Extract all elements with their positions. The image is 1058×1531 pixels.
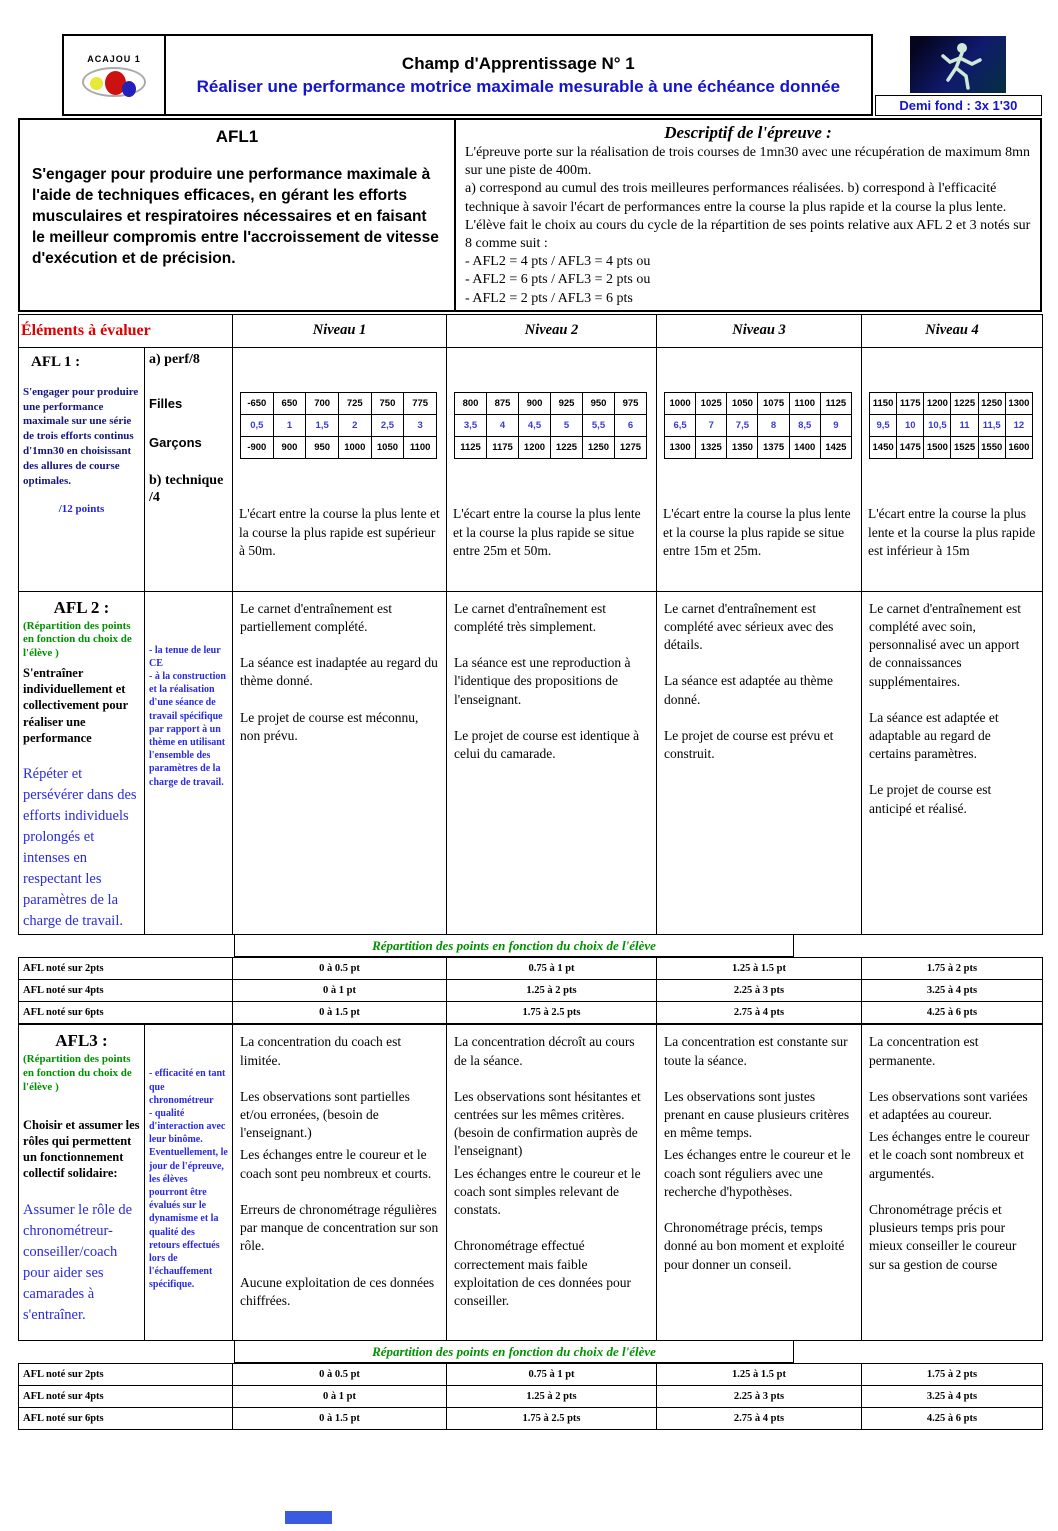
points-values-row — [455, 414, 647, 436]
descriptif-paragraph: L'élève fait le choix au cours du cycle de la répartition de ses points relative aux AFL 2 et 3 notés sur 8 comme suit : — [465, 217, 1031, 251]
afl2-n3-paragraph: La séance est adaptée au thème donné. — [664, 673, 834, 707]
repartition-table-2 — [18, 1363, 1043, 1430]
rep-value: 0 à 0.5 pt — [233, 958, 447, 980]
afl3-n4-paragraph: La concentration est permanente. — [869, 1034, 979, 1068]
perf-value: 1250 — [583, 436, 615, 458]
afl1-level4-cell — [862, 347, 1043, 591]
filles-label: Filles — [149, 395, 183, 411]
criteria-perf-label: a) perf/8 — [149, 351, 200, 367]
level-2-header: Niveau 2 — [447, 314, 657, 347]
perf-value: 950 — [583, 392, 615, 414]
afl3-n3-paragraph: Chronométrage précis, temps donné au bon moment et exploité pour donner un conseil. — [664, 1220, 845, 1272]
perf-value: 700 — [306, 392, 339, 414]
points-value: 10,5 — [924, 414, 951, 436]
afl2-n4-paragraph: Le carnet d'entraînement est complété avec soin, personnalisé avec un apport de connaissances supplémentaires. — [869, 600, 1021, 689]
afl1-level3-cell — [657, 347, 862, 591]
rep-row-label: AFL noté sur 2pts — [19, 1364, 233, 1386]
points-value: 8 — [758, 414, 789, 436]
afl3-criteria-cell — [145, 1025, 233, 1341]
runner-image — [910, 36, 1006, 93]
afl2-level2-cell — [447, 591, 657, 935]
rep-value: 0 à 1 pt — [233, 980, 447, 1002]
repartition-table-1 — [18, 957, 1043, 1024]
perf-value: 1225 — [551, 436, 583, 458]
repartition-row — [19, 980, 1043, 1002]
afl3-n4-paragraph: Les observations sont variées et adaptées au coureur. — [869, 1088, 1028, 1122]
perf-value: 975 — [615, 392, 647, 414]
level-3-header: Niveau 3 — [657, 314, 862, 347]
perf-value: 1425 — [820, 436, 851, 458]
afl2-n1-paragraph: Le carnet d'entraînement est partiellement complété. — [240, 600, 392, 634]
perf-value: 1500 — [924, 436, 951, 458]
logo-cell — [63, 35, 165, 115]
rep-value: 0 à 1.5 pt — [233, 1408, 447, 1430]
perf-value: 1450 — [870, 436, 897, 458]
perf-value: 725 — [338, 392, 371, 414]
rep-value: 3.25 à 4 pts — [862, 980, 1043, 1002]
garcons-values-row — [241, 436, 437, 458]
rep-row-label: AFL noté sur 2pts — [19, 958, 233, 980]
points-value: 3 — [404, 414, 437, 436]
afl3-level1-cell — [233, 1025, 447, 1341]
points-value: 7,5 — [727, 414, 758, 436]
afl2-level3-cell — [657, 591, 862, 935]
afl1-level2-cell — [447, 347, 657, 591]
rep-value: 0.75 à 1 pt — [447, 958, 657, 980]
afl3-n1-paragraph: Erreurs de chronométrage régulières par manque de concentration sur son rôle. — [240, 1201, 439, 1254]
afl1-definition-box — [18, 118, 456, 312]
perf-value: -900 — [241, 436, 274, 458]
afl3-level2-cell — [447, 1025, 657, 1341]
perf-value: 1175 — [487, 436, 519, 458]
header-right — [875, 34, 1042, 116]
repartition-row — [19, 1364, 1043, 1386]
perf-value: 1475 — [897, 436, 924, 458]
rep-value: 1.75 à 2.5 pts — [447, 1002, 657, 1024]
perf-value: 1050 — [727, 392, 758, 414]
event-label: Demi fond : 3x 1'30 — [875, 95, 1042, 116]
rep-value: 4.25 à 6 pts — [862, 1408, 1043, 1430]
afl3-n1-paragraph: Les observations sont partielles et/ou erronées, (besoin de l'enseignant.) — [240, 1088, 410, 1141]
points-value: 4 — [487, 414, 519, 436]
elements-header: Éléments à évaluer — [19, 314, 233, 347]
rep-row-label: AFL noté sur 6pts — [19, 1408, 233, 1430]
afl1-label-cell — [19, 347, 145, 591]
garcons-values-row — [665, 436, 852, 458]
perf-value: 1150 — [870, 392, 897, 414]
afl3-label-cell — [19, 1025, 145, 1341]
perf-value: 800 — [455, 392, 487, 414]
points-value: 11,5 — [978, 414, 1005, 436]
afl2-row — [19, 591, 1043, 935]
perf-value: 1350 — [727, 436, 758, 458]
points-value: 6,5 — [665, 414, 696, 436]
filles-values-row — [241, 392, 437, 414]
perf-value: 1250 — [978, 392, 1005, 414]
points-value: 5,5 — [583, 414, 615, 436]
points-value: 2,5 — [371, 414, 404, 436]
afl2-title: AFL 2 : — [53, 597, 110, 617]
perf-value: 1075 — [758, 392, 789, 414]
afl3-title: AFL3 : — [55, 1031, 108, 1051]
intro-section — [18, 118, 1042, 312]
perf-table-niveau4 — [869, 392, 1033, 459]
perf-value: 1300 — [665, 436, 696, 458]
afl3-level4-cell — [862, 1025, 1043, 1341]
repartition-row — [19, 1408, 1043, 1430]
rep-value: 1.75 à 2 pts — [862, 958, 1043, 980]
points-value: 4,5 — [519, 414, 551, 436]
perf-value: 1525 — [951, 436, 978, 458]
afl1-box-body: S'engager pour produire une performance maximale à l'aide de techniques efficaces, en gérant les efforts musculaires et respiratoires nécessaires et en faisant le meilleur compromis entre l'accroissement de vitesse d'exécution et de précision. — [32, 166, 439, 267]
afl2-n3-paragraph: Le projet de course est prévu et construit. — [664, 727, 834, 761]
acajou-logo-icon — [82, 67, 146, 97]
level-4-header: Niveau 4 — [862, 314, 1043, 347]
rep-value: 2.25 à 3 pts — [657, 980, 862, 1002]
repartition-row — [19, 1386, 1043, 1408]
rep-value: 1.25 à 2 pts — [447, 980, 657, 1002]
rep-value: 1.75 à 2 pts — [862, 1364, 1043, 1386]
perf-value: 650 — [273, 392, 306, 414]
logo-yellow-dot-icon — [90, 77, 103, 90]
afl3-grid — [18, 1024, 1043, 1341]
perf-value: 900 — [273, 436, 306, 458]
rep-value: 2.75 à 4 pts — [657, 1408, 862, 1430]
afl3-n1-paragraph: La concentration du coach est limitée. — [240, 1034, 402, 1068]
perf-value: 1600 — [1005, 436, 1032, 458]
afl3-bold-note: Choisir et assumer les rôles qui permettent un fonctionnement collectif solidaire: — [23, 1117, 140, 1181]
afl2-n4-paragraph: La séance est adaptée et adaptable au regard de certains paramètres. — [869, 709, 999, 762]
perf-value: 925 — [551, 392, 583, 414]
points-value: 1 — [273, 414, 306, 436]
level-1-header: Niveau 1 — [233, 314, 447, 347]
garcons-values-row — [870, 436, 1033, 458]
bottom-blue-bar — [285, 1511, 332, 1524]
afl3-n3-paragraph: La concentration est constante sur toute la séance. — [664, 1034, 848, 1068]
points-value: 11 — [951, 414, 978, 436]
points-value: 6 — [615, 414, 647, 436]
perf-value: 1125 — [455, 436, 487, 458]
afl2-n1-paragraph: Le projet de course est méconnu, non prévu. — [240, 709, 419, 743]
page-header — [62, 34, 1042, 116]
rep-value: 4.25 à 6 pts — [862, 1002, 1043, 1024]
afl3-n2-paragraph: Chronométrage effectué correctement mais faible exploitation de ces données pour conseiller. — [454, 1238, 631, 1308]
perf-table-niveau1 — [240, 392, 437, 459]
descriptif-paragraph: L'épreuve porte sur la réalisation de trois courses de 1mn30 avec une récupération de maximum 8mn sur une piste de 400m. — [465, 145, 1031, 179]
perf-value: 1550 — [978, 436, 1005, 458]
perf-value: 1175 — [897, 392, 924, 414]
rep-value: 1.25 à 1.5 pt — [657, 1364, 862, 1386]
afl1-level1-cell — [233, 347, 447, 591]
rep-value: 0 à 0.5 pt — [233, 1364, 447, 1386]
points-value: 1,5 — [306, 414, 339, 436]
afl2-n2-paragraph: Le carnet d'entraînement est complété très simplement. — [454, 600, 606, 634]
repartition-header-2: Répartition des points en fonction du choix de l'élève — [234, 1341, 794, 1363]
perf-value: 1325 — [696, 436, 727, 458]
perf-value: 1000 — [338, 436, 371, 458]
afl3-n1-paragraph: Aucune exploitation de ces données chiffrées. — [240, 1274, 435, 1308]
afl1-box-title: AFL1 — [215, 127, 259, 146]
afl3-n4-paragraph: Les échanges entre le coureur et le coach sont nombreux et argumentés. — [869, 1129, 1030, 1181]
afl3-criteria-line: - efficacité en tant que chronométreur — [149, 1068, 226, 1106]
perf-value: 1400 — [789, 436, 820, 458]
afl3-n2-paragraph: La concentration décroît au cours de la séance. — [454, 1034, 635, 1068]
points-value: 7 — [696, 414, 727, 436]
rep-row-label: AFL noté sur 4pts — [19, 1386, 233, 1408]
afl2-green-note: (Répartition des points en fonction du choix de l'élève ) — [23, 619, 132, 660]
afl2-criteria-line: - la tenue de leur CE — [149, 644, 221, 669]
acajou-logo-text: ACAJOU 1 — [87, 53, 141, 64]
perf-value: 1300 — [1005, 392, 1032, 414]
afl2-n2-paragraph: Le projet de course est identique à celui du camarade. — [454, 727, 640, 761]
points-values-row — [870, 414, 1033, 436]
perf-table-niveau3 — [664, 392, 852, 459]
points-value: 8,5 — [789, 414, 820, 436]
technique-text: L'écart entre la course la plus lente et la course la plus rapide se situe entre 15m et 25m. — [663, 505, 851, 559]
afl2-n3-paragraph: Le carnet d'entraînement est complété avec sérieux avec des détails. — [664, 600, 834, 653]
title-cell — [165, 35, 872, 115]
perf-value: 750 — [371, 392, 404, 414]
afl3-n2-paragraph: Les échanges entre le coureur et le coach sont simples relevant de constats. — [454, 1165, 641, 1218]
afl3-n1-paragraph: Les échanges entre le coureur et le coach sont peu nombreux et courts. — [240, 1147, 432, 1181]
points-value: 9 — [820, 414, 851, 436]
perf-value: 950 — [306, 436, 339, 458]
afl1-title: AFL 1 : — [31, 353, 81, 370]
grid-header-row — [19, 314, 1043, 347]
rep-row-label: AFL noté sur 6pts — [19, 1002, 233, 1024]
evaluation-grid — [18, 314, 1043, 936]
repartition-row — [19, 958, 1043, 980]
perf-value: 1100 — [789, 392, 820, 414]
perf-value: 1225 — [951, 392, 978, 414]
points-value: 5 — [551, 414, 583, 436]
descriptif-paragraph: - AFL2 = 4 pts / AFL3 = 4 pts ou — [465, 254, 651, 270]
garcons-values-row — [455, 436, 647, 458]
afl3-n3-paragraph: Les échanges entre le coureur et le coach sont réguliers avec une recherche d'hypothèses. — [664, 1147, 851, 1199]
technique-text: L'écart entre la course la plus lente et la course la plus rapide se situe entre 25m et 50m. — [453, 505, 641, 559]
technique-text: L'écart entre la course la plus lente et la course la plus rapide est inférieur à 15m — [868, 505, 1036, 559]
rep-value: 0.75 à 1 pt — [447, 1364, 657, 1386]
filles-values-row — [455, 392, 647, 414]
afl2-blue-note: Répéter et persévérer dans des efforts individuels prolongés et intenses en respectant les paramètres de la charge de travail. — [23, 766, 137, 930]
afl2-criteria-line: - à la construction et la réalisation d'une séance de travail spécifique par rapport à un thème en utilisant l'ensemble des paramètres de la charge de travail. — [149, 671, 226, 788]
perf-value: 1275 — [615, 436, 647, 458]
afl3-n2-paragraph: Les observations sont hésitantes et centrées sur les mêmes critères. (besoin de confirmation auprès de l'enseignant) — [454, 1088, 641, 1159]
perf-value: 875 — [487, 392, 519, 414]
rep-value: 0 à 1 pt — [233, 1386, 447, 1408]
points-value: 9,5 — [870, 414, 897, 436]
perf-value: -650 — [241, 392, 274, 414]
perf-value: 775 — [404, 392, 437, 414]
perf-value: 1000 — [665, 392, 696, 414]
points-value: 12 — [1005, 414, 1032, 436]
logo-blue-dot-icon — [122, 81, 136, 97]
rep-value: 3.25 à 4 pts — [862, 1386, 1043, 1408]
afl1-row — [19, 347, 1043, 591]
descriptif-box — [456, 118, 1042, 312]
descriptif-paragraph: - AFL2 = 2 pts / AFL3 = 6 pts — [465, 290, 633, 306]
points-values-row — [665, 414, 852, 436]
afl3-n3-paragraph: Les observations sont justes prenant en cause plusieurs critères en même temps. — [664, 1088, 850, 1141]
afl3-green-note: (Répartition des points en fonction du choix de l'élève ) — [23, 1053, 132, 1093]
afl2-n1-paragraph: La séance est inadaptée au regard du thème donné. — [240, 655, 438, 689]
perf-value: 1200 — [924, 392, 951, 414]
points-value: 3,5 — [455, 414, 487, 436]
afl3-row — [19, 1025, 1043, 1341]
rep-value: 0 à 1.5 pt — [233, 1002, 447, 1024]
repartition-row — [19, 1002, 1043, 1024]
afl2-level4-cell — [862, 591, 1043, 935]
criteria-technique-label: b) technique /4 — [149, 472, 224, 506]
afl1-description: S'engager pour produire une performance maximale sur une série de trois efforts continus d'1mn30 en choisissant des allures de course optimales. — [23, 385, 139, 487]
page-title: Champ d'Apprentissage N° 1 — [401, 53, 635, 73]
afl2-n4-paragraph: Le projet de course est anticipé et réalisé. — [869, 782, 992, 816]
runner-silhouette-icon — [910, 36, 1006, 93]
perf-value: 900 — [519, 392, 551, 414]
afl1-criteria-cell — [145, 347, 233, 591]
afl2-n2-paragraph: La séance est une reproduction à l'identique des propositions de l'enseignant. — [454, 655, 631, 707]
rep-value: 1.75 à 2.5 pts — [447, 1408, 657, 1430]
perf-value: 1200 — [519, 436, 551, 458]
afl3-level3-cell — [657, 1025, 862, 1341]
technique-text: L'écart entre la course la plus lente et la course la plus rapide est supérieur à 50m. — [239, 505, 440, 559]
rep-value: 1.25 à 2 pts — [447, 1386, 657, 1408]
filles-values-row — [665, 392, 852, 414]
rep-value: 2.75 à 4 pts — [657, 1002, 862, 1024]
rep-value: 1.25 à 1.5 pt — [657, 958, 862, 980]
afl2-bold-note: S'entraîner individuellement et collectivement pour réaliser une performance — [23, 665, 128, 745]
perf-value: 1025 — [696, 392, 727, 414]
points-value: 0,5 — [241, 414, 274, 436]
filles-values-row — [870, 392, 1033, 414]
descriptif-paragraph: a) correspond au cumul des trois meilleures performances réalisées. b) correspond à l'efficacité technique à savoir l'écart de performances entre la course la plus rapide et la course la plus lente. — [465, 181, 1007, 215]
descriptif-paragraph: - AFL2 = 6 pts / AFL3 = 2 pts ou — [465, 272, 651, 288]
points-value: 2 — [338, 414, 371, 436]
afl1-points: /12 points — [58, 502, 105, 515]
afl2-level1-cell — [233, 591, 447, 935]
points-values-row — [241, 414, 437, 436]
repartition-header-1: Répartition des points en fonction du choix de l'élève — [234, 935, 794, 957]
rep-row-label: AFL noté sur 4pts — [19, 980, 233, 1002]
afl3-criteria-line: - qualité d'interaction avec leur binôme. — [149, 1107, 226, 1146]
perf-value: 1125 — [820, 392, 851, 414]
page-subtitle: Réaliser une performance motrice maximale mesurable à une échéance donnée — [196, 76, 841, 96]
afl3-blue-note: Assumer le rôle de chronométreur-conseiller/coach pour aider ses camarades à s'entraîner. — [23, 1201, 133, 1323]
perf-value: 1375 — [758, 436, 789, 458]
perf-value: 1100 — [404, 436, 437, 458]
header-table — [62, 34, 873, 116]
points-value: 10 — [897, 414, 924, 436]
descriptif-title: Descriptif de l'épreuve : — [664, 123, 832, 142]
afl3-n4-paragraph: Chronométrage précis et plusieurs temps pris pour mieux conseiller le coureur sur sa gestion de course — [869, 1201, 1017, 1272]
afl3-criteria-line: Eventuellement, le jour de l'épreuve, les élèves pourront être évalués sur le dynamisme et la qualité des retours effectués lors de l'échauffement spécifique. — [149, 1147, 228, 1291]
afl2-criteria-cell — [145, 591, 233, 935]
perf-table-niveau2 — [454, 392, 647, 459]
perf-value: 1050 — [371, 436, 404, 458]
rep-value: 2.25 à 3 pts — [657, 1386, 862, 1408]
afl2-label-cell — [19, 591, 145, 935]
garcons-label: Garçons — [149, 434, 202, 450]
